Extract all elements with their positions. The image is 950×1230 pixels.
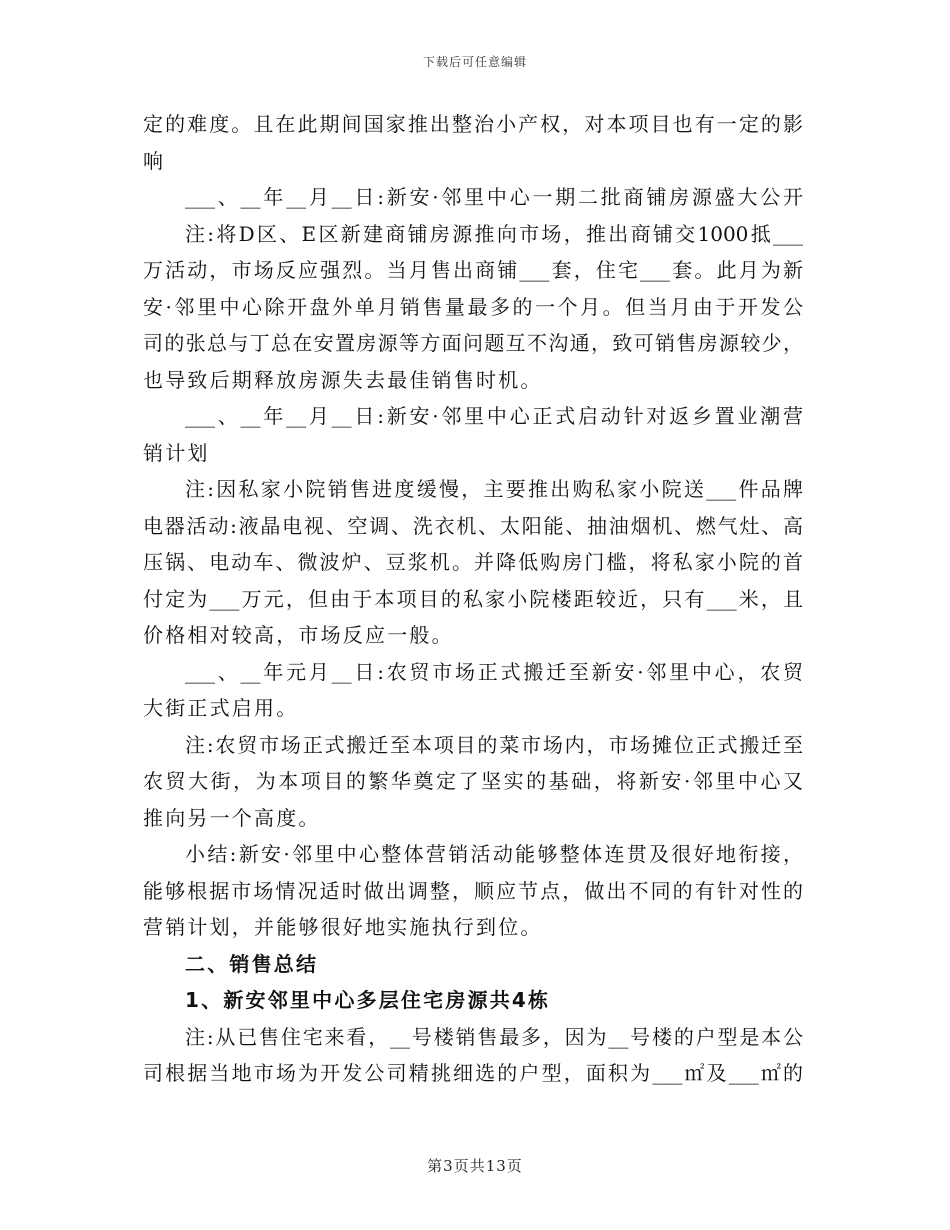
body-line: 安·邻里中心除开盘外单月销售量最多的一个月。但当月由于开发公 (143, 294, 803, 319)
body-line: 注:从已售住宅来看，__号楼销售最多，因为__号楼的户型是本公 (185, 1024, 803, 1049)
body-line: 农贸大街，为本项目的繁华奠定了坚实的基础，将新安·邻里中心又 (143, 769, 803, 793)
body-line: 电器活动:液晶电视、空调、洗衣机、太阳能、抽油烟机、燃气灶、高 (143, 513, 803, 538)
page-number: 第3页共13页 (427, 1157, 523, 1175)
body-line: 营销计划，并能够很好地实施执行到位。 (143, 915, 543, 939)
body-line: 价格相对较高，市场反应一般。 (143, 623, 454, 647)
subsection-heading: 1、新安邻里中心多层住宅房源共4栋 (185, 988, 551, 1012)
document-body (143, 106, 803, 1092)
body-line: 小结:新安·邻里中心整体营销活动能够整体连贯及很好地衔接， (185, 842, 803, 866)
body-line: 万活动，市场反应强烈。当月售出商铺___套，住宅___套。此月为新 (143, 258, 803, 282)
body-line: 司的张总与丁总在安置房源等方面问题互不沟通，致可销售房源较少， (143, 331, 803, 355)
body-line: 注:将D区、E区新建商铺房源推向市场，推出商铺交1000抵___ (185, 221, 803, 246)
body-line: ___、__年__月__日:新安·邻里中心正式启动针对返乡置业潮营 (185, 404, 803, 428)
body-line: 压锅、电动车、微波炉、豆浆机。并降低购房门槛，将私家小院的首 (143, 550, 803, 574)
body-line: 也导致后期释放房源失去最佳销售时机。 (143, 367, 543, 392)
body-line: 销计划 (143, 440, 210, 465)
body-line: 推向另一个高度。 (143, 805, 321, 830)
body-line: ___、__年__月__日:新安·邻里中心一期二批商铺房源盛大公开 (185, 185, 803, 209)
body-line: 司根据当地市场为开发公司精挑细选的户型，面积为___㎡及___㎡的 (143, 1061, 803, 1085)
body-line: 响 (143, 148, 166, 173)
section-heading: 二、销售总结 (185, 951, 319, 976)
body-line: ___、__年元月__日:农贸市场正式搬迁至新安·邻里中心，农贸 (185, 659, 803, 684)
body-line: 能够根据市场情况适时做出调整，顺应节点，做出不同的有针对性的 (143, 878, 803, 903)
body-line: 注:因私家小院销售进度缓慢，主要推出购私家小院送___件品牌 (185, 477, 803, 501)
body-line: 大街正式启用。 (143, 696, 299, 720)
body-line: 注:农贸市场正式搬迁至本项目的菜市场内，市场摊位正式搬迁至 (185, 732, 803, 757)
body-line: 定的难度。且在此期间国家推出整治小产权，对本项目也有一定的影 (143, 112, 803, 136)
body-line: 付定为___万元，但由于本项目的私家小院楼距较近，只有___米，且 (143, 586, 803, 611)
page-header-note: 下载后可任意编辑 (422, 55, 527, 69)
